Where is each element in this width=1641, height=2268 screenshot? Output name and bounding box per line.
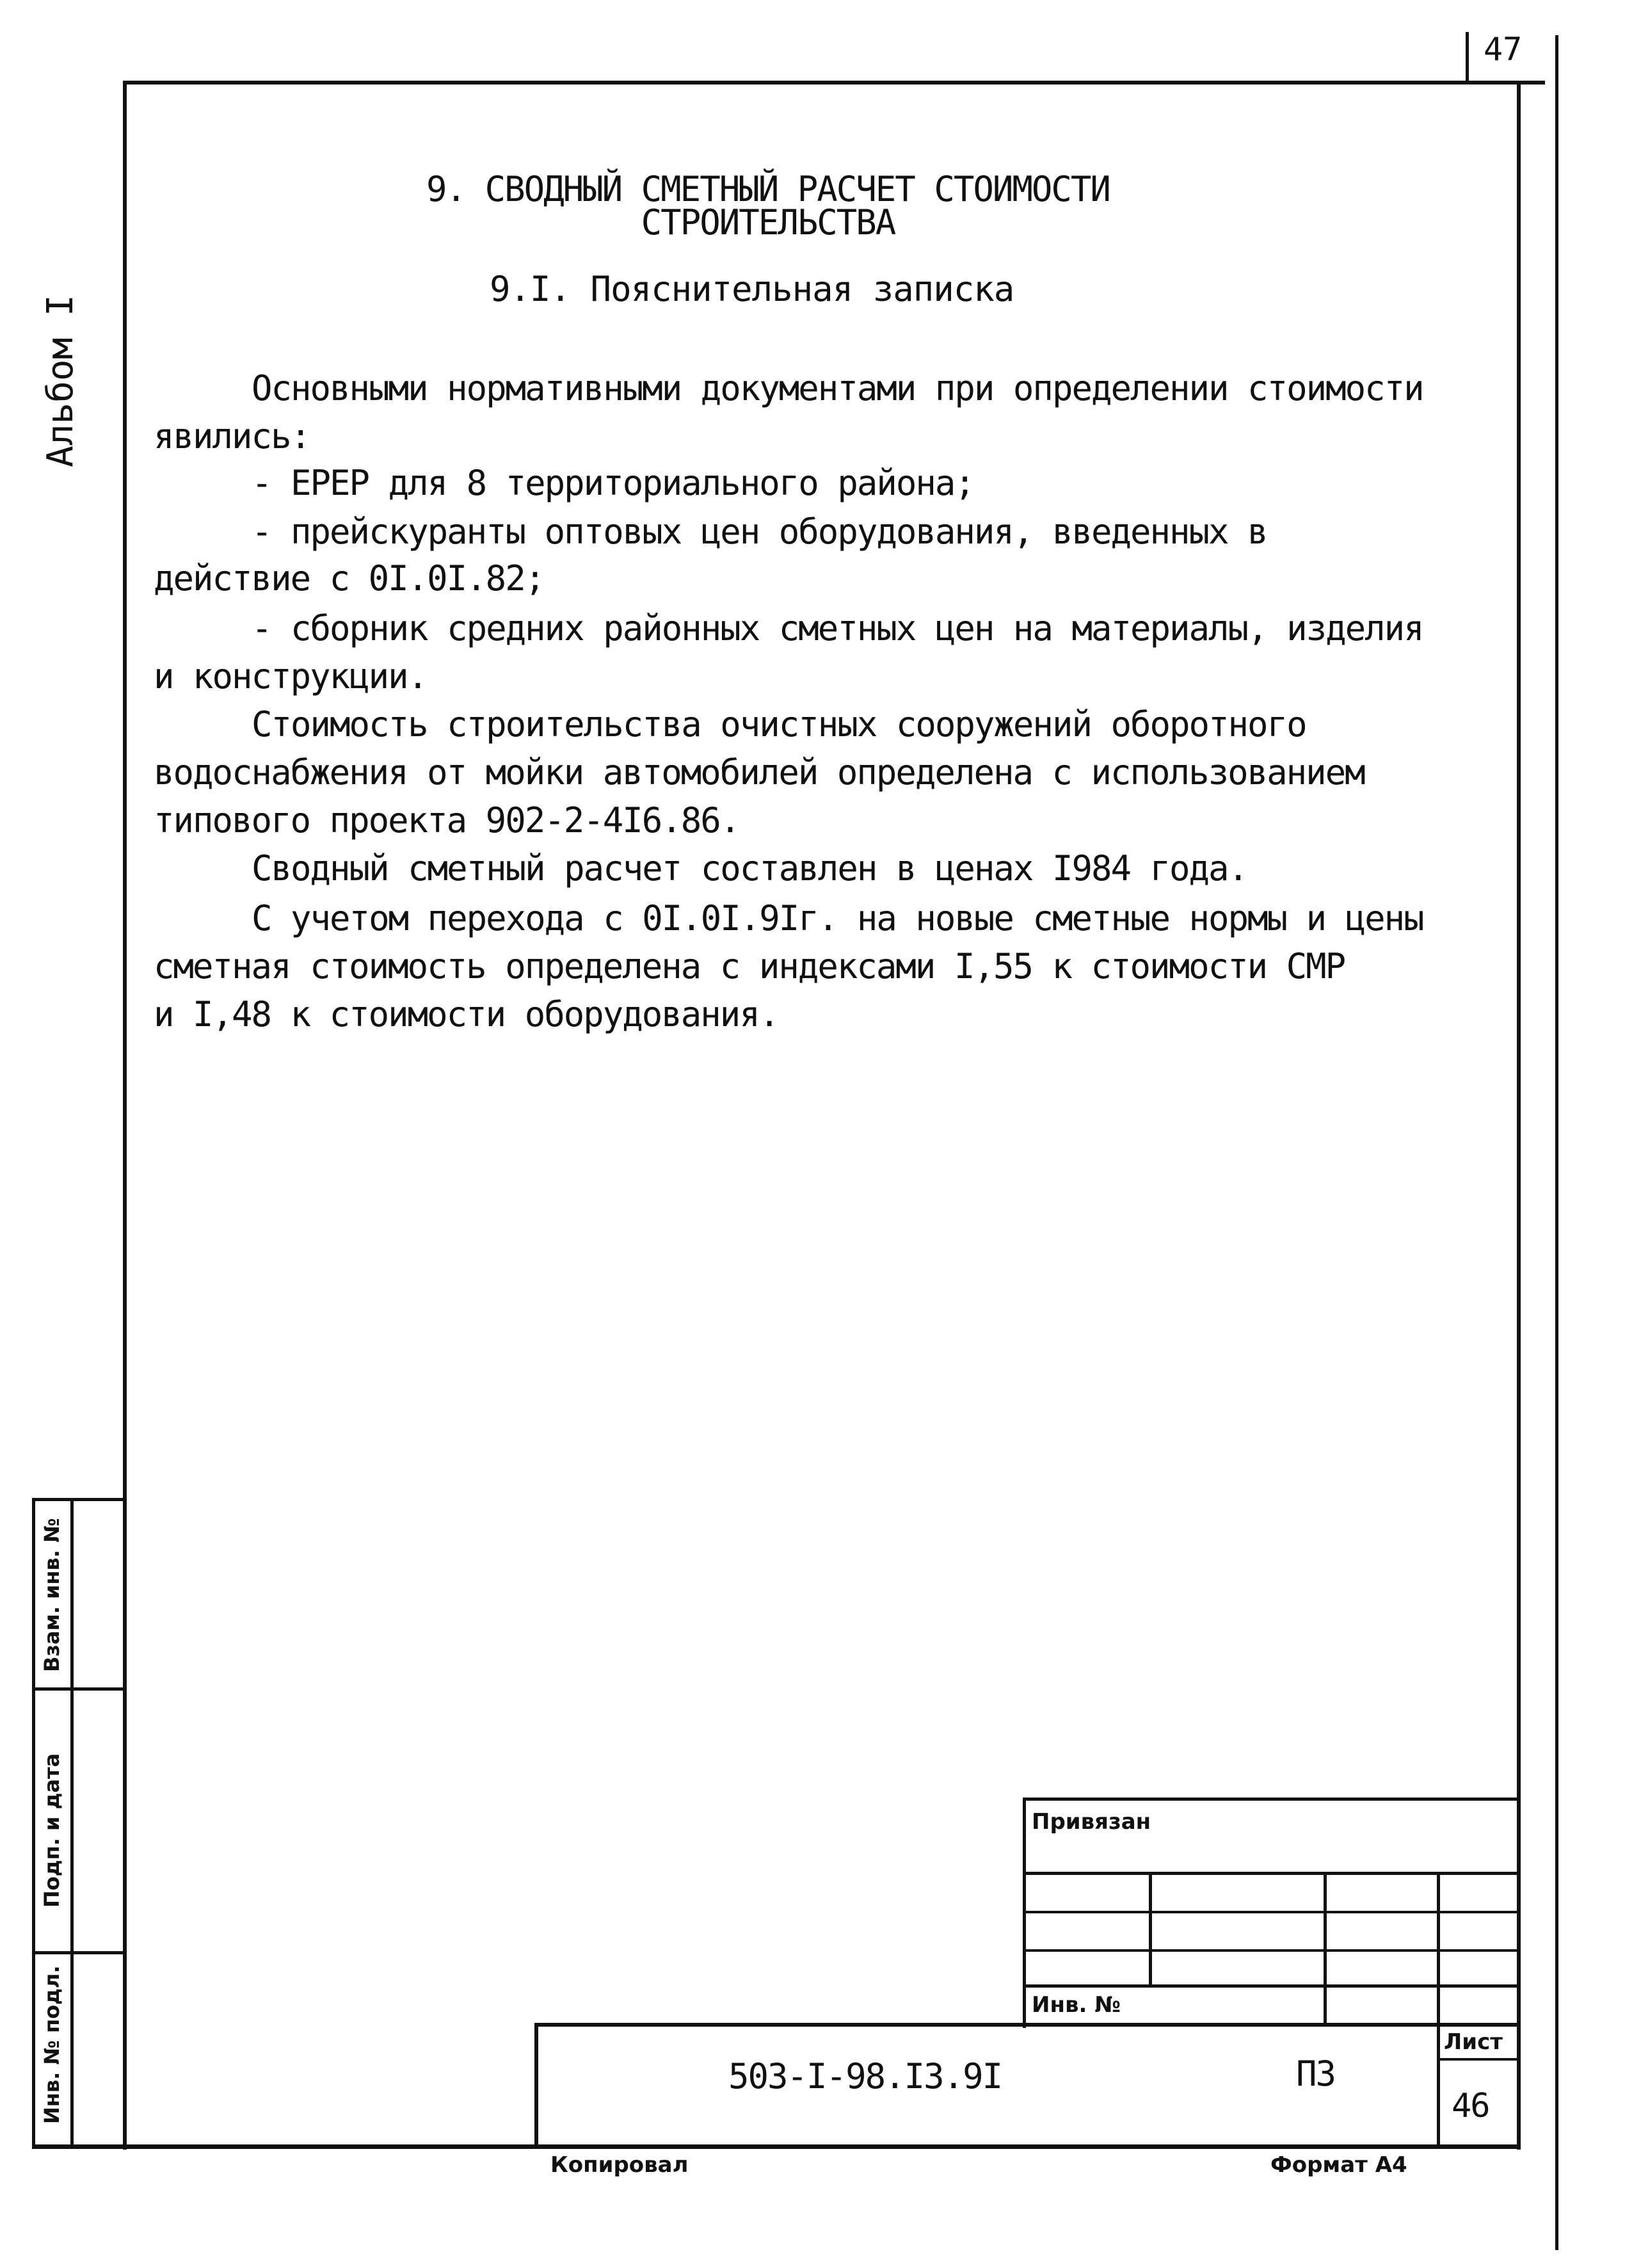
side-stamp-top xyxy=(32,1498,125,1501)
frame-right xyxy=(1517,81,1521,2150)
side-stamp-mid xyxy=(70,1498,74,2148)
tb-row3 xyxy=(1023,1949,1521,1952)
body-line: сметная стоимость определена с индексами I,55 к стоимости СМР xyxy=(154,946,1345,986)
tb-col3 xyxy=(1437,1872,1440,2147)
body-line: Основными нормативными документами при определении стоимости xyxy=(252,368,1423,408)
album-label: Альбом I xyxy=(40,294,81,467)
tb-lower-top xyxy=(534,2023,1521,2027)
tb-inv-no: Инв. № xyxy=(1032,1992,1121,2018)
body-line: действие с 0I.0I.82; xyxy=(154,558,545,599)
tb-doc-code: 503-I-98.I3.9I xyxy=(728,2056,1002,2096)
tb-doc-type: ПЗ xyxy=(1296,2054,1336,2094)
tb-sheet-div xyxy=(1437,2058,1521,2061)
tb-privyazan: Привязан xyxy=(1032,1809,1151,1835)
footer-format: Формат А4 xyxy=(1270,2152,1407,2178)
page-title xyxy=(358,169,1178,243)
frame-bottom xyxy=(32,2144,1521,2149)
side-stamp-inv-podl: Инв. № подл. xyxy=(40,1965,64,2124)
tb-lower-left xyxy=(534,2023,538,2148)
body-line: и конструкции. xyxy=(154,656,428,696)
body-line: - ЕРЕР для 8 территориального района; xyxy=(252,463,974,503)
tb-col1 xyxy=(1149,1872,1152,1984)
body-line: - сборник средних районных сметных цен на материалы, изделия xyxy=(252,608,1423,648)
body-line: явились: xyxy=(154,416,310,456)
tb-row1 xyxy=(1023,1872,1521,1875)
page-title-line1: 9. СВОДНЫЙ СМЕТНЫЙ РАСЧЕТ СТОИМОСТИ xyxy=(426,169,1110,209)
side-stamp-div1 xyxy=(32,1687,125,1691)
side-stamp-podp-data: Подп. и дата xyxy=(40,1753,64,1908)
frame-left xyxy=(123,81,127,2150)
body-line: Стоимость строительства очистных сооружений оборотного xyxy=(252,704,1306,744)
tb-row4 xyxy=(1023,1984,1521,1988)
body-line: и I,48 к стоимости оборудования. xyxy=(154,994,779,1034)
side-stamp-left xyxy=(32,1498,35,2148)
side-stamp-vzam-inv: Взам. инв. № xyxy=(40,1518,64,1672)
side-stamp-div2 xyxy=(32,1951,125,1954)
tb-sheet-number: 46 xyxy=(1452,2087,1489,2125)
page-title-line2: СТРОИТЕЛЬСТВА xyxy=(641,202,895,243)
page-num-box-left xyxy=(1466,32,1469,83)
page-number: 47 xyxy=(1484,31,1523,68)
tb-col2 xyxy=(1324,1872,1327,2025)
frame-top xyxy=(123,81,1545,84)
tb-top xyxy=(1023,1798,1521,1801)
tb-sheet-label: Лист xyxy=(1444,2029,1503,2055)
body-line: водоснабжения от мойки автомобилей определена с использованием xyxy=(154,752,1365,792)
body-line: Сводный сметный расчет составлен в ценах I984 года. xyxy=(252,848,1248,889)
body-line: - прейскуранты оптовых цен оборудования, введенных в xyxy=(252,511,1267,552)
tb-row2 xyxy=(1023,1911,1521,1913)
body-line: типового проекта 902-2-4I6.86. xyxy=(154,800,740,840)
footer-copied: Копировал xyxy=(550,2152,689,2178)
section-subheading: 9.I. Пояснительная записка xyxy=(490,269,1014,309)
frame-right-outer xyxy=(1555,35,1558,2250)
body-line: С учетом перехода с 0I.0I.9Iг. на новые сметные нормы и цены xyxy=(252,898,1423,938)
